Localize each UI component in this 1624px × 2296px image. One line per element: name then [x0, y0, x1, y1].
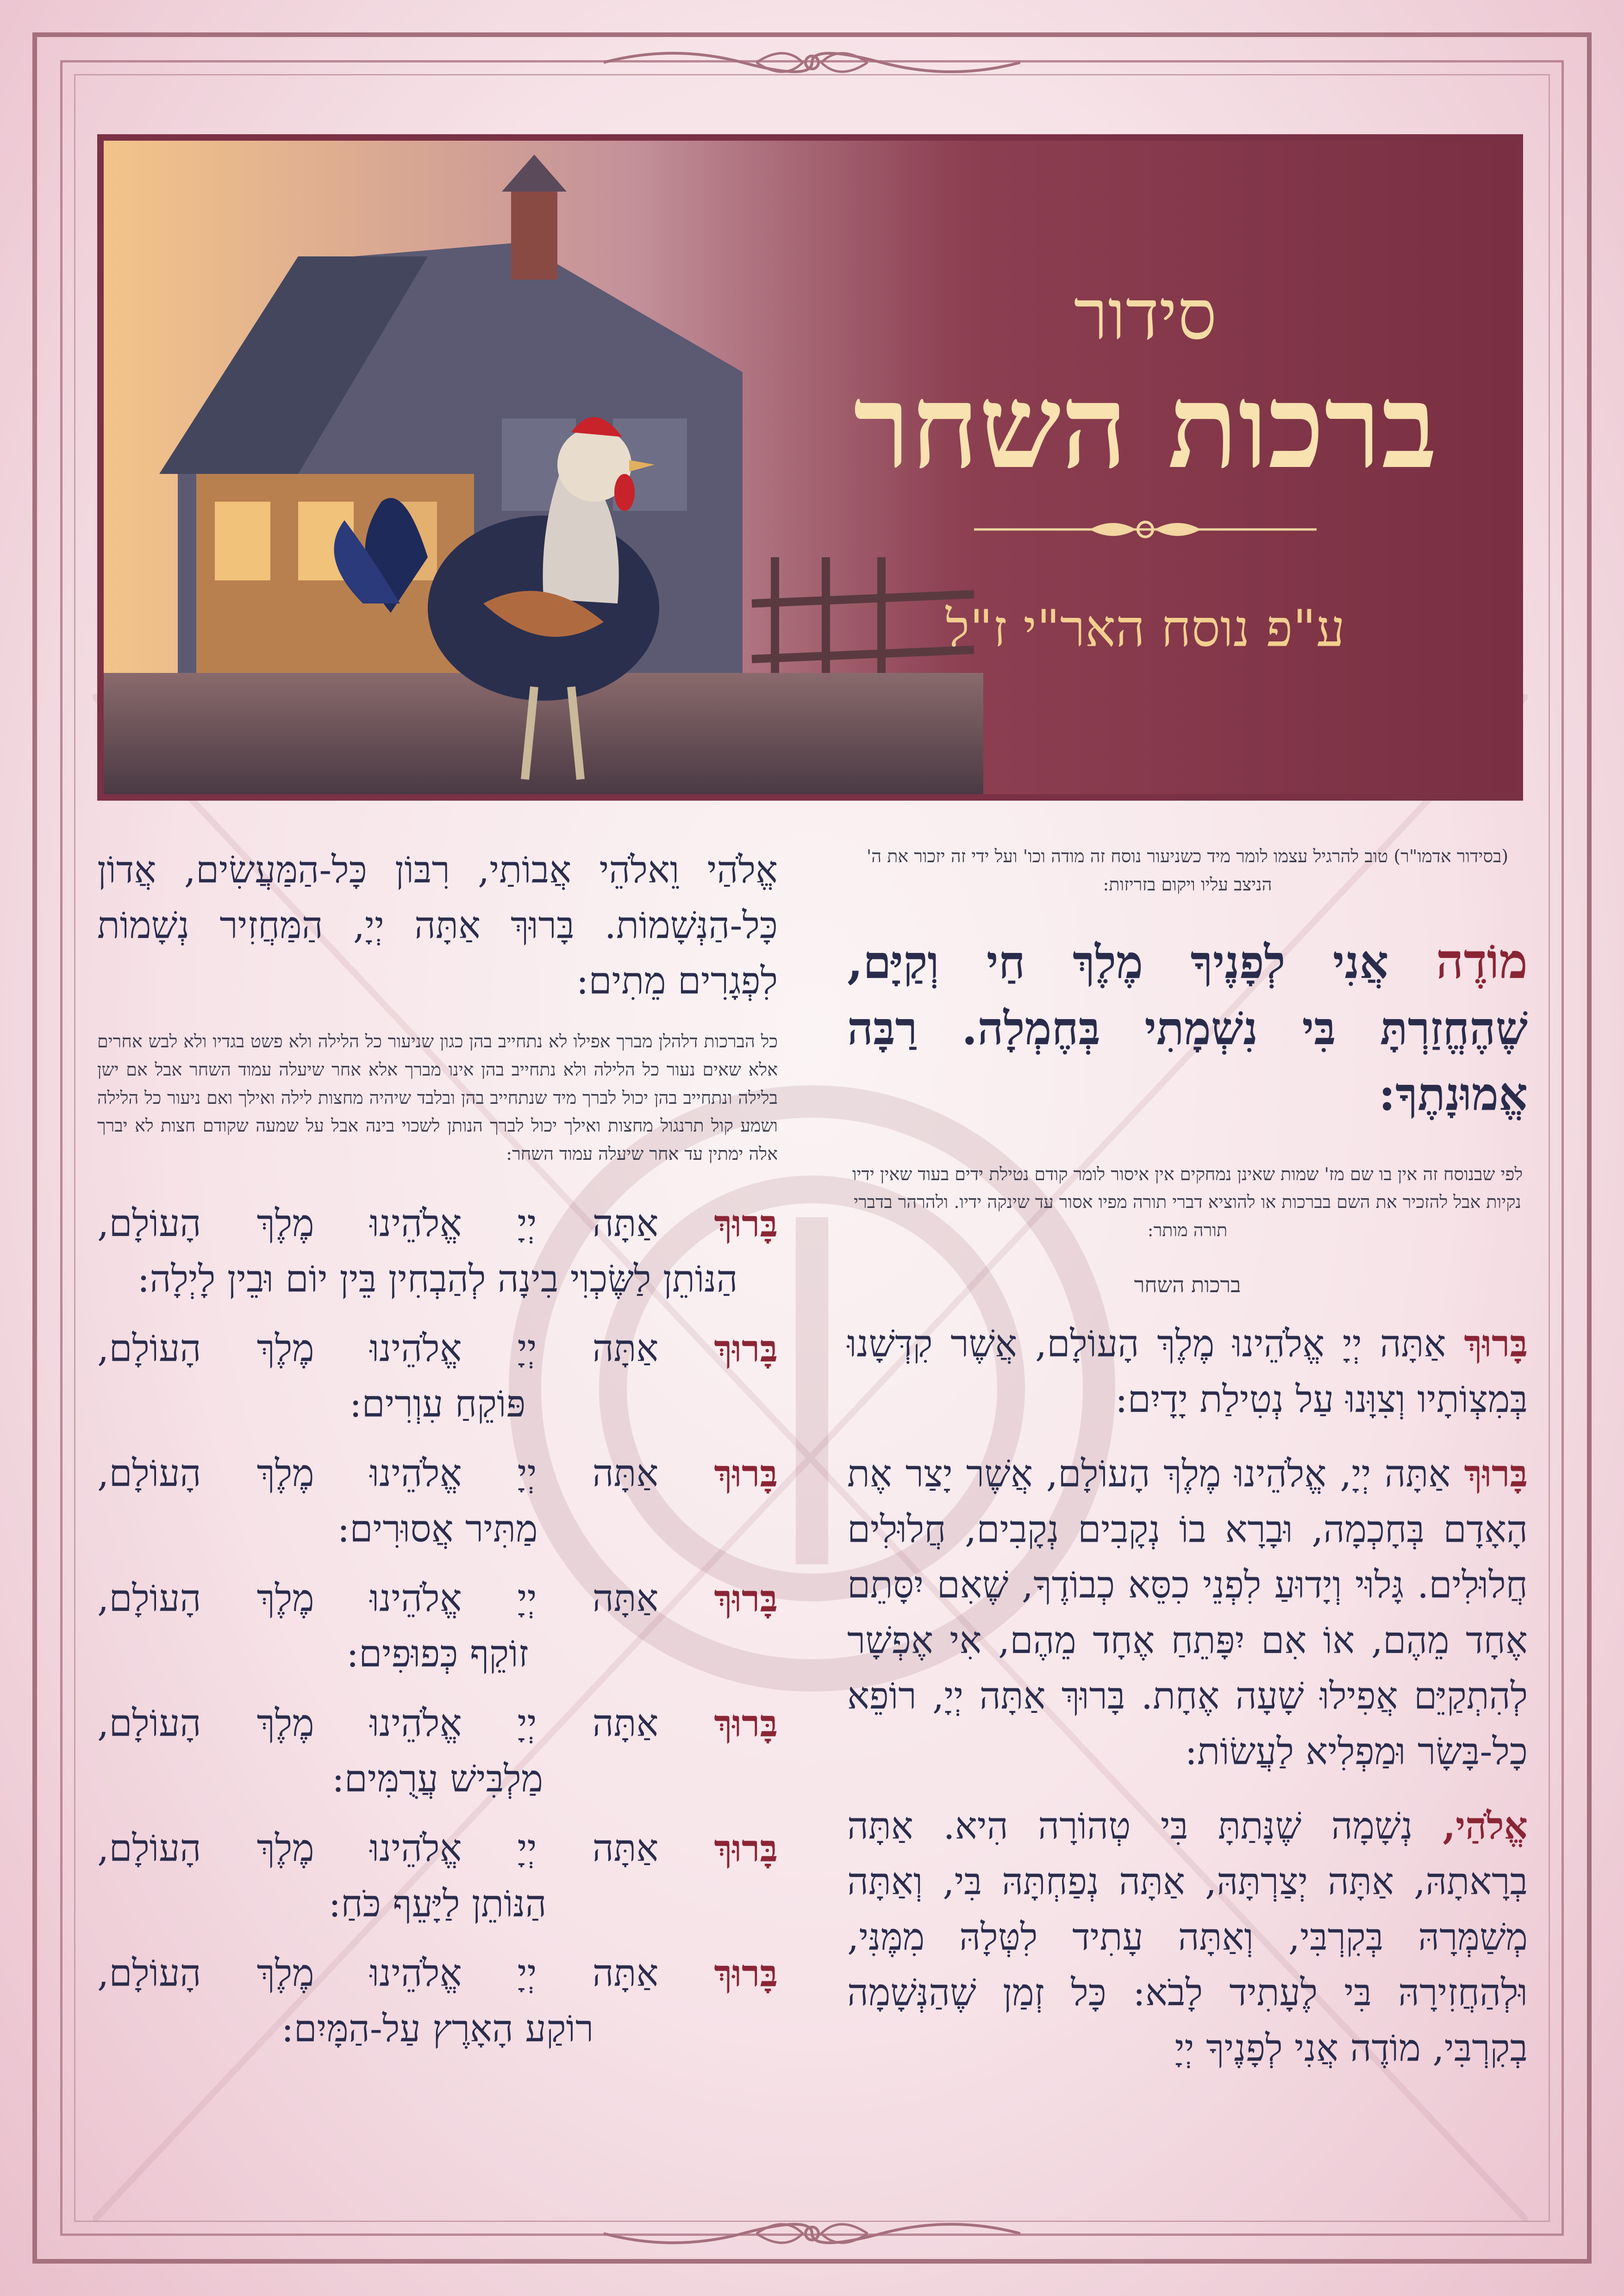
title-divider-ornament-icon — [974, 516, 1317, 543]
blessing-ending: פּוֹקֵחַ עִוְרִים: — [349, 1382, 526, 1425]
blessing-word: מֶלֶךְ — [256, 1701, 314, 1745]
title-siddur: סידור — [1074, 275, 1217, 355]
netilat-yadayim-blessing — [847, 1316, 1528, 1427]
blessing-word: יְיָ — [517, 1826, 537, 1870]
birchot-hashachar-heading: ברכות השחר — [1134, 1272, 1241, 1297]
blessing-ending: זוֹקֵף כְּפוּפִים: — [346, 1632, 529, 1675]
blessing-word: מֶלֶךְ — [256, 1201, 314, 1245]
blessing-ending: הַנּוֹתֵן לַשֶּׂכְוִי בִינָה לְהַבְחִין בֵּין יוֹם וּבֵין לָיְלָה: — [137, 1257, 738, 1300]
top-ornament-icon — [604, 44, 1020, 81]
elokai-lead-word: אֱלֹהַי, — [1443, 1804, 1528, 1848]
blessing-word: הָעוֹלָם, — [97, 1951, 201, 1995]
blessing-opening-line — [97, 1696, 778, 1751]
right-column — [847, 842, 1528, 2095]
blessing-word: אַתָּה — [592, 1201, 659, 1245]
blessing-opening-line — [97, 1821, 778, 1876]
blessing-word: אֱלֹהֵינוּ — [369, 1201, 462, 1245]
blessing-word: אֱלֹהֵינוּ — [369, 1576, 462, 1620]
netilat-note: לפי שבנוסח זה אין בו שם מז' שמות שאינן נמחקים אין איסור לומר קודם נטילת ידים בעוד שאין ידיו נקיות אבל להזכיר את השם בברכות או להוציא דברי תורה מפיו אסור עד שינקה ידיו. ולהרהר בדברי תורה מותר: — [852, 1164, 1523, 1241]
morning-blessings-list — [97, 1196, 778, 2057]
blessing-opening-line — [97, 1321, 778, 1376]
modeh-lead-word: מוֹדֶה — [1436, 932, 1528, 989]
asher-yatzar-lead-word: בָּרוּךְ — [1464, 1451, 1528, 1495]
blessing-word: מֶלֶךְ — [256, 1576, 314, 1620]
elokai-neshama-blessing — [847, 1798, 1528, 2076]
blessing-word: אֱלֹהֵינוּ — [369, 1826, 462, 1870]
asher-yatzar-blessing — [847, 1446, 1528, 1780]
bottom-ornament-icon — [604, 2215, 1020, 2252]
blessing-lead-word: בָּרוּךְ — [714, 1201, 778, 1245]
blessing-word: מֶלֶךְ — [256, 1326, 314, 1370]
blessing-item — [97, 1696, 778, 1807]
blessing-word: יְיָ — [517, 1451, 537, 1495]
blessing-lead-word: בָּרוּךְ — [714, 1701, 778, 1745]
blessing-opening-line — [97, 1196, 778, 1251]
blessing-word: יְיָ — [517, 1951, 537, 1995]
blessing-lead-word: בָּרוּךְ — [714, 1951, 778, 1995]
blessing-opening-line — [97, 1571, 778, 1626]
blessing-word: מֶלֶךְ — [256, 1451, 314, 1495]
blessing-item — [97, 1946, 778, 2057]
blessing-word: אֱלֹהֵינוּ — [369, 1451, 462, 1495]
blessing-item — [97, 1196, 778, 1307]
blessing-word: מֶלֶךְ — [256, 1826, 314, 1870]
blessing-word: הָעוֹלָם, — [97, 1701, 201, 1745]
blessing-word: אַתָּה — [592, 1451, 659, 1495]
blessing-item — [97, 1446, 778, 1557]
blessing-ending: הַנּוֹתֵן לַיָּעֵף כֹּחַ: — [328, 1882, 547, 1925]
blessing-word: הָעוֹלָם, — [97, 1201, 201, 1245]
asher-yatzar-text: אַתָּה יְיָ, אֱלֹהֵינוּ מֶלֶךְ הָעוֹלָם, אֲשֶׁר יָצַר אֶת הָאָדָם בְּחָכְמָה, וּבָרָא בוֹ נְקָבִים נְקָבִים, חֲלוּלִים חֲלוּלִים. גָּלוּי וְיָדוּעַ לִפְנֵי כִסֵּא כְבוֹדֶךָ, שֶׁאִם יִסָּתֵם אֶחָד מֵהֶם, אוֹ אִם יִפָּתֵחַ אֶחָד מֵהֶם, אִי אֶפְשָׁר לְהִתְקַיֵּם אֲפִילוּ שָׁעָה אֶחָת. בָּרוּךְ אַתָּה יְיָ, רוֹפֵא כָל-בָּשָׂר וּמַפְלִיא לַעֲשׂוֹת: — [847, 1452, 1528, 1773]
blessing-word: הָעוֹלָם, — [97, 1576, 201, 1620]
blessing-lead-word: בָּרוּךְ — [714, 1451, 778, 1495]
blessing-word: אַתָּה — [592, 1701, 659, 1745]
elokai-ending-paragraph: אֱלֹהַי וֵאלֹהֵי אֲבוֹתַי, רִבּוֹן כָּל-הַמַּעֲשִׂים, אֲדוֹן כָּל-הַנְּשָׁמוֹת. בָּרוּךְ אַתָּה יְיָ, הַמַּחֲזִיר נְשָׁמוֹת לִפְגָרִים מֵתִים: — [97, 848, 778, 1002]
blessing-word: אַתָּה — [592, 1326, 659, 1370]
blessing-word: אֱלֹהֵינוּ — [369, 1951, 462, 1995]
left-column — [97, 842, 778, 2071]
blessing-word: הָעוֹלָם, — [97, 1451, 201, 1495]
brakhot-halacha-note: כל הברכות דלהלן מברך אפילו לא נתחייב בהן כגון שניעור כל הלילה ולא פשט בגדיו ולא לבש אחרים אלא שאים נעור כל הלילה ולא נתחייב בהן אינו מברך אלא אחר שיעלה עמוד השחר אבל אם ישן בלילה ונתחייב בהן יכול לברך מיד שנתחייב בהן ובלבד שיהיה מחצות לילה ואילך ואם ניעור כל הלילה ושמע קול תרנגול מחצות ואילך יכול לברך הנותן לשכוי בינה אבל על שמעה שקודם חצות לא יברך אלה ימתין עד אחר שיעלה עמוד השחר: — [97, 1031, 778, 1164]
blessing-opening-line — [97, 1446, 778, 1501]
netilat-text: אַתָּה יְיָ אֱלֹהֵינוּ מֶלֶךְ הָעוֹלָם, אֲשֶׁר קִדְּשָׁנוּ בְּמִצְוֹתָיו וְצִוָּנוּ עַל נְטִילַת יָדָיִם: — [847, 1322, 1528, 1421]
blessing-word: הָעוֹלָם, — [97, 1326, 201, 1370]
modeh-text: אֲנִי לְפָנֶיךָ מֶלֶךְ חַי וְקַיָּם, שֶׁהֶחֱזַרְתָּ בִּי נִשְׁמָתִי בְּחֶמְלָה. רַבָּה אֱמוּנָתֶךָ: — [847, 935, 1528, 1121]
blessing-item — [97, 1821, 778, 1932]
blessing-word: הָעוֹלָם, — [97, 1826, 201, 1870]
blessing-word: אַתָּה — [592, 1951, 659, 1995]
blessing-word: אֱלֹהֵינוּ — [369, 1701, 462, 1745]
blessing-word: אַתָּה — [592, 1576, 659, 1620]
blessing-word: מֶלֶךְ — [256, 1951, 314, 1995]
blessing-item — [97, 1321, 778, 1432]
blessing-word: יְיָ — [517, 1326, 537, 1370]
blessing-lead-word: בָּרוּךְ — [714, 1826, 778, 1870]
blessing-word: יְיָ — [517, 1576, 537, 1620]
blessing-lead-word: בָּרוּךְ — [714, 1326, 778, 1370]
netilat-lead-word: בָּרוּךְ — [1464, 1321, 1528, 1365]
blessing-word: יְיָ — [517, 1701, 537, 1745]
header-banner — [97, 134, 1523, 801]
modeh-ani-paragraph — [847, 927, 1528, 1128]
blessing-lead-word: בָּרוּךְ — [714, 1576, 778, 1620]
blessing-ending: מַתִּיר אֲסוּרִים: — [337, 1507, 538, 1550]
intro-note: (בסידור אדמו"ר) טוב להרגיל עצמו לומר מיד כשניעור נוסח זה מודה וכו' ועל ידי זה יזכור את ה' הניצב עליו ויקום בזריזות: — [866, 846, 1509, 895]
blessing-word: אֱלֹהֵינוּ — [369, 1326, 462, 1370]
blessing-word: אַתָּה — [592, 1826, 659, 1870]
title-birchot-hashachar: ברכות השחר — [853, 358, 1437, 494]
elokai-text: נְשָׁמָה שֶׁנָּתַתָּ בִּי טְהוֹרָה הִיא. אַתָּה בְרָאתָהּ, אַתָּה יְצַרְתָּהּ, אַתָּה נְפַחְתָּהּ בִּי, וְאַתָּה מְשַׁמְּרָהּ בְּקִרְבִּי, וְאַתָּה עָתִיד לִטְּלָהּ מִמֶּנִּי, וּלְהַחֲזִירָהּ בִּי לֶעָתִיד לָבֹא: כָּל זְמַן שֶׁהַנְּשָׁמָה בְקִרְבִּי, מוֹדֶה אֲנִי לְפָנֶיךָ יְיָ — [847, 1804, 1528, 2070]
blessing-word: יְיָ — [517, 1201, 537, 1245]
blessing-opening-line — [97, 1946, 778, 2001]
blessing-ending: רוֹקַע הָאָרֶץ עַל-הַמָּיִם: — [281, 2007, 594, 2050]
blessing-ending: מַלְבִּישׁ עֲרֻמִּים: — [331, 1757, 543, 1800]
blessing-item — [97, 1571, 778, 1682]
title-nusach-subtitle: ע"פ נוסח האר"י ז"ל — [945, 599, 1345, 658]
